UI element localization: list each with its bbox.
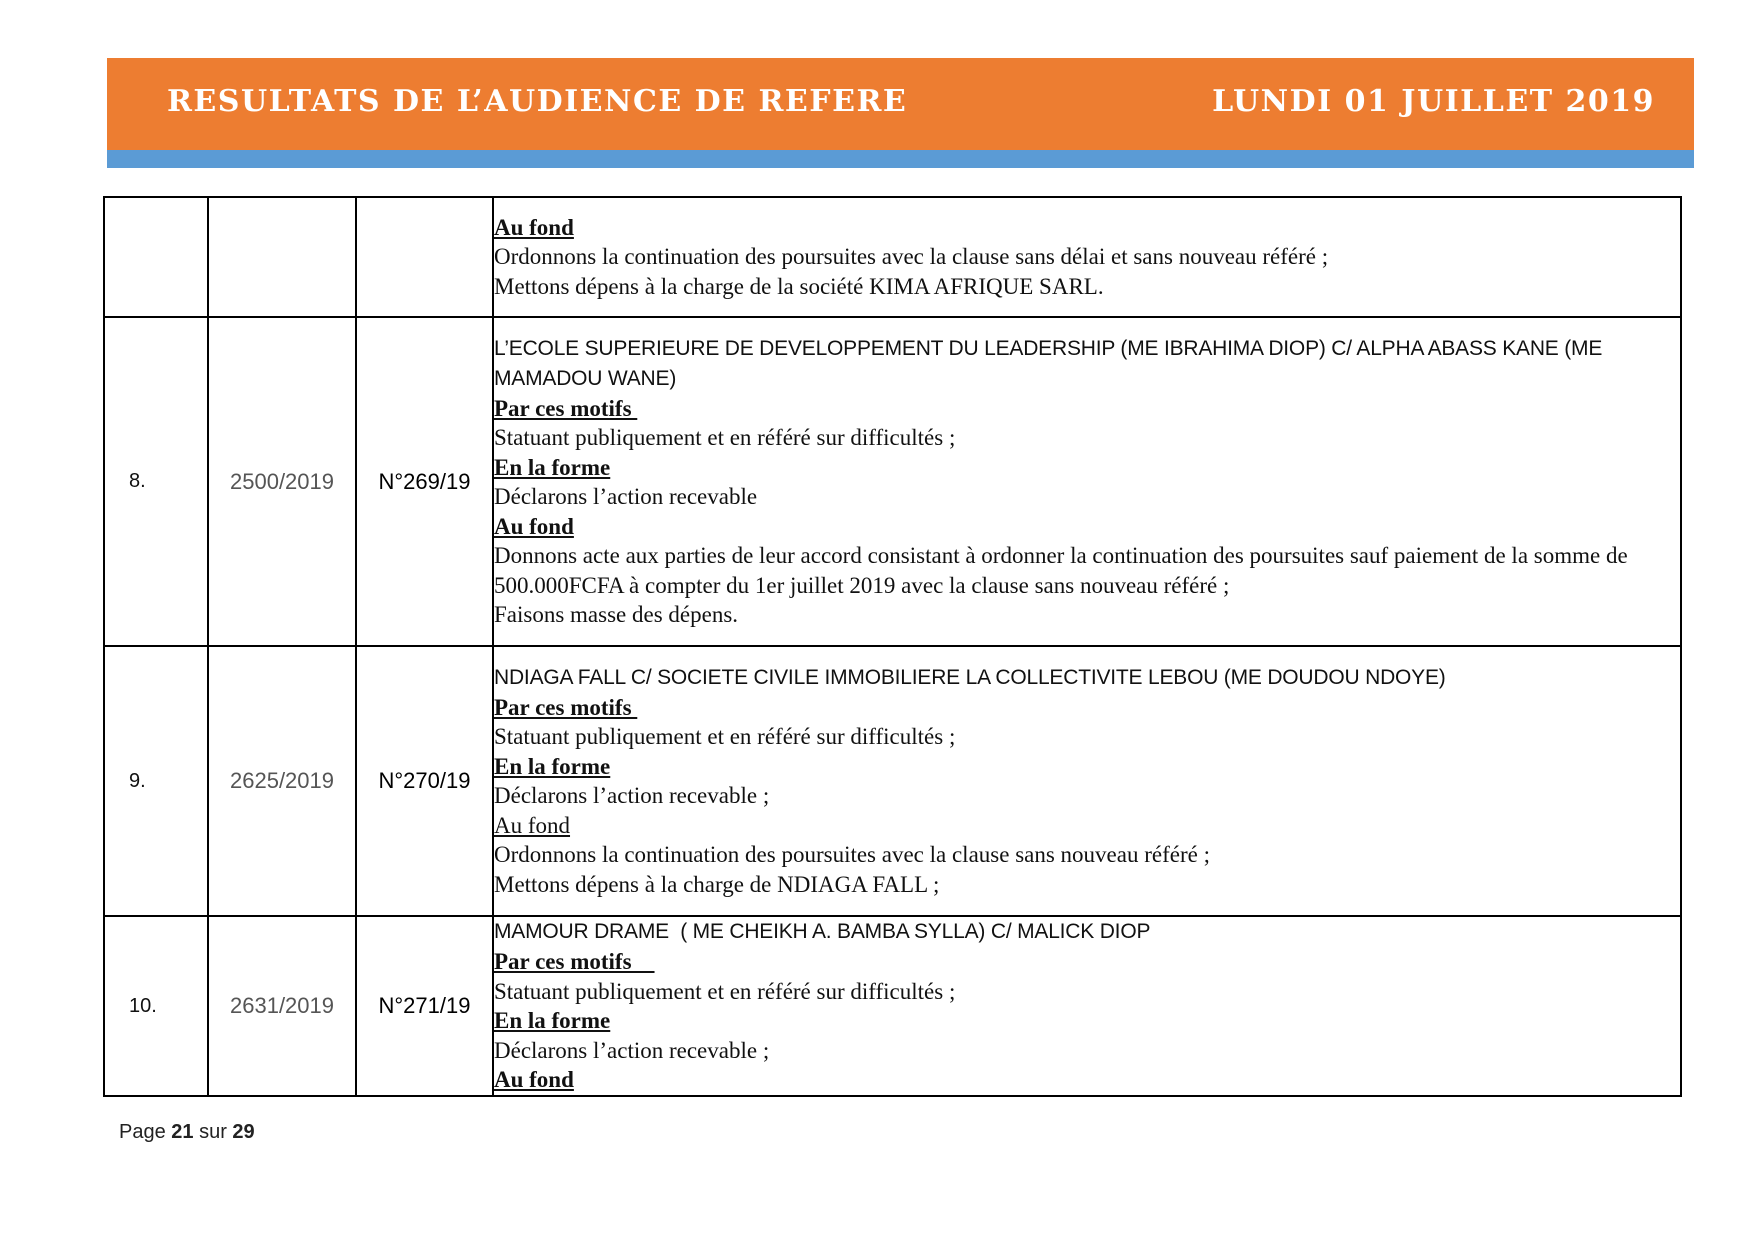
decision-text: Déclarons l’action recevable ; — [494, 1037, 770, 1063]
section-heading: Au fond — [494, 1067, 574, 1093]
decision-text: Statuant publiquement et en référé sur difficultés ; — [494, 978, 956, 1004]
table-row — [104, 317, 1681, 646]
rg-number: 2625/2019 — [208, 646, 356, 916]
decision-cell — [493, 646, 1681, 916]
section-heading: Au fond — [494, 513, 574, 539]
parties-text: MAMOUR DRAME ( ME CHEIKH A. BAMBA SYLLA) C/ MALICK DIOP — [494, 920, 1151, 944]
document-title: RESULTATS DE L’AUDIENCE DE REFERE — [167, 84, 908, 119]
rg-number: 2631/2019 — [208, 916, 356, 1096]
decision-text: Donnons acte aux parties de leur accord consistant à ordonner la continuation des poursuites sauf paiement de la somme de 500.000FCFA à compter du 1er juillet 2019 avec la clause sans nouveau référé ; — [494, 543, 1628, 598]
table-row — [104, 197, 1681, 317]
ordonnance-number — [356, 197, 493, 317]
decision-text: Déclarons l’action recevable ; — [494, 783, 770, 809]
section-heading: Par ces motifs — [494, 694, 638, 720]
document-date: LUNDI 01 JUILLET 2019 — [1212, 84, 1655, 119]
page-current: 21 — [171, 1121, 194, 1143]
section-heading: Au fond — [494, 214, 574, 240]
decision-text: Faisons masse des dépens. — [494, 602, 739, 627]
page-total: 29 — [232, 1121, 255, 1143]
section-heading: En la forme — [494, 753, 611, 779]
section-heading: Par ces motifs — [494, 395, 638, 421]
case-number: 8. — [104, 317, 208, 646]
footer-prefix: Page — [119, 1121, 172, 1143]
rg-number: 2500/2019 — [208, 317, 356, 646]
decision-text: Statuant publiquement et en référé sur difficultés ; — [494, 724, 956, 750]
decision-text: Statuant publiquement et en référé sur difficultés ; — [494, 425, 956, 450]
decision-cell — [493, 317, 1681, 646]
rg-number — [208, 197, 356, 317]
decision-cell — [493, 916, 1681, 1096]
page-footer — [119, 1121, 255, 1144]
decision-cell — [493, 197, 1681, 317]
section-heading: En la forme — [494, 454, 611, 480]
parties-text: L’ECOLE SUPERIEURE DE DEVELOPPEMENT DU LEADERSHIP (ME IBRAHIMA DIOP) C/ ALPHA ABASS KANE (ME MAMADOU WANE) — [494, 336, 1603, 390]
parties-text: NDIAGA FALL C/ SOCIETE CIVILE IMMOBILIERE LA COLLECTIVITE LEBOU (ME DOUDOU NDOYE) — [494, 665, 1446, 689]
case-number: 9. — [104, 646, 208, 916]
footer-middle: sur — [193, 1121, 233, 1143]
table-row — [104, 916, 1681, 1096]
results-table — [103, 196, 1682, 1097]
decision-text: Ordonnons la continuation des poursuites avec la clause sans délai et sans nouveau référé ; — [494, 244, 1329, 270]
decision-text: Ordonnons la continuation des poursuites avec la clause sans nouveau référé ; — [494, 842, 1210, 868]
ordonnance-number: N°269/19 — [356, 317, 493, 646]
section-heading: En la forme — [494, 1008, 611, 1034]
ordonnance-number: N°271/19 — [356, 916, 493, 1096]
case-number — [104, 197, 208, 317]
decision-text: Mettons dépens à la charge de la société KIMA AFRIQUE SARL. — [494, 273, 1104, 299]
case-number: 10. — [104, 916, 208, 1096]
header-stripe — [107, 150, 1694, 168]
section-heading: Au fond — [494, 812, 571, 838]
table-row — [104, 646, 1681, 916]
ordonnance-number: N°270/19 — [356, 646, 493, 916]
section-heading: Par ces motifs — [494, 949, 655, 975]
decision-text: Déclarons l’action recevable — [494, 484, 758, 509]
decision-text: Mettons dépens à la charge de NDIAGA FALL ; — [494, 871, 940, 897]
